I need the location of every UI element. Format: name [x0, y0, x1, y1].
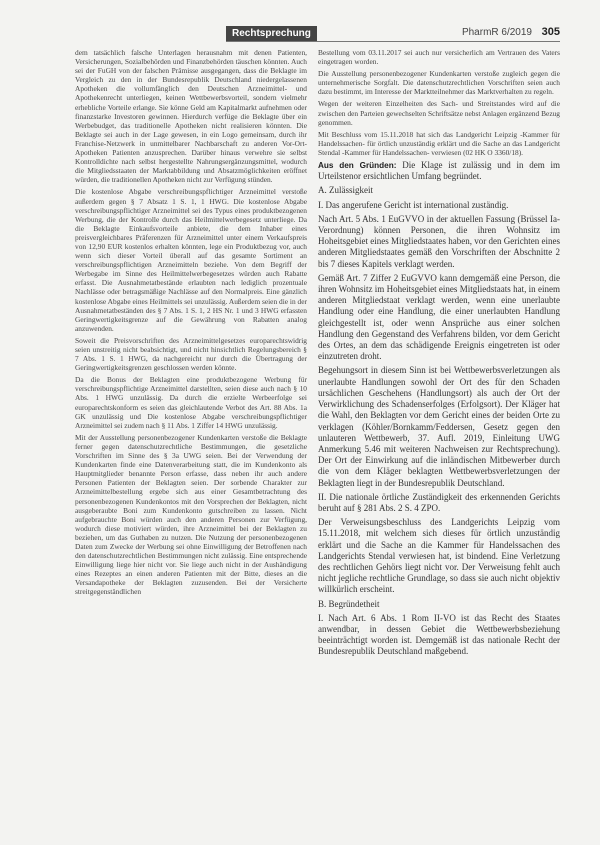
- paragraph: I. Das angerufene Gericht ist international zuständig.: [318, 199, 509, 210]
- grounds-text: Die Klage ist zulässig und in dem im Urteilstenor ersichtlichen Umfang begründet.: [318, 160, 560, 182]
- paragraph: dem tatsächlich falsche Unterlagen herausnahm mit denen Patienten, Versicherungen, Sozialbehörden und Finanzbehörden täuschen könnten. Auch sei der FuGH von der falschen Prämisse ausgegangen, dass die Beklagte im Vergleich zu den in der Bundesrepublik Deutschland niedergelassenen Apotheken die vollumfänglich den Deutschen Arzneimittel- und Apothekenrecht unterliegen, keinen Wettbewerbsvorteil, sondern vielmehr erhebliche Vorteile erlange. Sie könne Geld am Kapitalmarkt aufnehmen oder finanzstarke Investoren gewinnen. Hierdurch verfüge die Beklagte über ein Werbebudget, das traditionelle Apotheken nicht realisieren könnten. Die Beklagte sei auch in der Lage gewesen, in ein Logo gemeinsam, durch ihr Franchise-Netzwerk in unmittelbarer Nachbarschaft zu anderen Vor-Ort-Apotheken Patienten anzusprechen. Darüber hinaus verwehre sie selbst Kontrolldichte nach selbst hergestellte Nahrungsergänzungsmittel, wodurch die Mitgliedsstaaten der Marktabbildung und Absatzmöglichkeiten eröffnet würden, die traditionellen Apotheken nicht zur Verfügung stünden.: [75, 48, 307, 185]
- paragraph: Begehungsort in diesem Sinn ist bei Wettbewerbsverletzungen als unerlaubte Handlungen sowohl der Ort des für den Schaden ursächlichen Geschehens (Handlungsort) als auch der Ort der Verwirklichung des Schadenserfolges (Erfolgsort). Der Kläger hat die Wahl, den Beklagten vor dem Gericht eines der beiden Orte zu verklagen (Köhler/Bornkamm/Feddersen, Gesetz gegen den unlauteren Wettbewerb, 37. Aufl. 2019, Einleitung UWG Anmerkung 5.46 mit weiteren Nachweisen zur Rechtsprechung). Der Ort der Einwirkung auf die inländischen Mitbewerber durch die von dem Kläger beklagten Wettbewerbsverletzungen der Beklagten liegt in der Bundesrepublik Deutschland.: [318, 365, 560, 488]
- grounds-intro: [318, 160, 560, 182]
- section-label: Rechtsprechung: [226, 26, 317, 41]
- paragraph: II. Die nationale örtliche Zuständigkeit des erkennenden Gerichts beruht auf § 281 Abs. 2 S. 4 ZPO.: [318, 491, 560, 513]
- paragraph: Die Ausstellung personenbezogener Kundenkarten verstoße zugleich gegen die unternehmerische Sorgfalt. Die datenschutzrechtlichen Vorschriften seien auch dazu bestimmt, im Interesse der Marktteilnehmer das Marktverhalten zu regeln.: [318, 69, 560, 97]
- paragraph: Mit Beschluss vom 15.11.2018 hat sich das Landgericht Leipzig -Kammer für Handelssachen- für örtlich unzuständig erklärt und die Sache an das Landgericht Stendal -Kammer für Handelssachen- verwiesen (02 HK O 3360/18).: [318, 129, 560, 157]
- section-heading: A. Zulässigkeit: [318, 185, 373, 196]
- paragraph: Die kostenlose Abgabe verschreibungspflichtiger Arzneimittel verstoße außerdem gegen § 7 Absatz 1 S. 1, 1 HWG. Die kostenlose Abgabe verschreibungspflichtiger Arzneimittel sei des Typus eines produktbezogenen Werbung, die der Kontrolle durch das Heilmittelwerbegesetz unterliege. Da die Beklagte Einkaufsvorteile anbiete, die dem Inhaber eines preisvergleichbares Präferenzen für Arzneimittel unter einem Verkaufspreis von 12,90 EUR kostenlos erhalten könnten, lege ein Produktbezug vor, auch wenn sich dieser Vorteil überall auf das gesamte Sortiment an verschreibungspflichtigen Arzneimitteln beziehe. Von dem Begriff der Werbegabe im Sinne des Heilmittelwerbegesetzes würden auch Rabatte erfasst. Die Ausnahmetatbestände erlaubten nach lediglich prozentuale Nachlässe oder betragsmäßige Nachlässe auf den Normalpreis. Eine gänzlich kostenlose Abgabe eines Heilmittels sei unzulässig. Außerdem seien die in der Ausnahmetatbeständen des § 7 Abs. 1 S. 1, 2 HS Nr. 1 und 3 HWG erfassten Geringwertigkeitsgrenze auf die Gewährung von Rabatten analog anzuwenden.: [75, 187, 307, 333]
- right-column: [318, 48, 560, 661]
- journal-citation: PharmR 6/2019: [461, 27, 532, 38]
- paragraph: Nach Art. 5 Abs. 1 EuGVVO in der aktuellen Fassung (Brüssel Ia-Verordnung) können Personen, die ihren Wohnsitz im Hoheitsgebiet eines Mitgliedstaates haben, vor den Gerichten eines anderen Mitgliedstaates gemäß den Vorschriften der Abschnitte 2 bis 7 dieses Kapitels verklagt werden.: [318, 213, 560, 269]
- paragraph: Soweit die Preisvorschriften des Arzneimittelgesetzes europarechtswidrig seien unstreitig nicht beabsichtigt, und nicht hinsichtlich Regelungsbereich § 7 Abs. 1 S. 1 HWG, da nachgereicht nur durch die Übertragung der Geringwertigkeitsgrenzen geschlossen werden könnte.: [75, 335, 307, 373]
- grounds-heading: Aus den Gründen:: [318, 161, 397, 171]
- paragraph: Mit der Ausstellung personenbezogener Kundenkarten verstoße die Beklagte ferner gegen datenschutzrechtliche Bestimmungen, die gesetzliche Vorschriften im Sinne des § 3a UWG seien. Bei der Verwendung der Kundenkarten finde eine Datenverarbeitung statt, die im Kundenkonto als Hauptmitglieder benannte Person erfasse, dass neben ihr auch andere Personen Patienten der Beklagten seien. Der sorbende Charakter zur Arzneimittelbestellung ergebe sich aus einer Gesamtbetrachtung des personenbezogenen Kundenkontos mit den Vorsprechen der Beklagten, nicht ausgeberaubte Boni zum Kundenkonto gutschreiben zu lassen. Nicht aufgebrauchte Boni würden auch den anderen Personen zur Verfügung, wodurch diese motiviert würden, ihre Arzneimittel bei der Beklagten zu beziehen, um das Guthaben zu nutzen. Die Nutzung der personenbezogenen Daten zum Zwecke der Werbung sei ohne Einwilligung der Betroffenen nach den datenschutzrechtlichen Bestimmungen nicht zulässig. Eine entsprechende Einwilligung liege hier nicht vor. Sie liege auch nicht in der Aushändigung eines Rezeptes an einen anderen Patienten mit der Bitte, dieses an die Versandapotheke der Beklagten zuzusenden. Bei der Versicherte streitgegenständlichen: [75, 432, 307, 597]
- page-number: 305: [541, 26, 560, 38]
- paragraph: Der Verweisungsbeschluss des Landgerichts Leipzig vom 15.11.2018, mit welchem sich dieses für örtlich unzuständig erklärt und die Sache an die Kammer für Handelssachen des Landgerichts Stendal verwiesen hat, ist bindend. Eine Verletzung des rechtlichen Gehörs liegt nicht vor. Der Verweisung fehlt auch nicht jegliche rechtliche Grundlage, so dass sie auch nicht objektiv willkürlich erscheint.: [318, 517, 560, 595]
- paragraph: Wegen der weiteren Einzelheiten des Sach- und Streitstandes wird auf die zwischen den Parteien gewechselten Schriftsätze nebst Anlagen ergänzend Bezug genommen.: [318, 99, 560, 127]
- paragraph: Gemäß Art. 7 Ziffer 2 EuGVVO kann demgemäß eine Person, die ihren Wohnsitz im Hoheitsgebiet eines Mitgliedstaats hat, in einem anderen Mitgliedstaat verklagt werden, wenn eine unerlaubte Handlung oder eine Handlung, die einer unerlaubten Handlung gleichgestellt ist, oder wenn Ansprüche aus einer solchen Handlung den Gegenstand des Verfahrens bilden, vor dem Gericht des Ortes, an dem das schädigende Ereignis eingetreten ist oder einzutreten droht.: [318, 272, 560, 362]
- paragraph: Bestellung vom 03.11.2017 sei auch nur versicherlich am Vertrauen des Vaters eingetragen worden.: [318, 48, 560, 67]
- paragraph: Da die Bonus der Beklagten eine produktbezogene Werbung für verschreibungspflichtige Arzneimittel darstellten, seien diese auch nach § 10 Abs. 1 HWG unzulässig. Da durch die erzielte Werbeerfolge sei europarechtskonform es seien das gleichlautende Verbot des Art. 88 Abs. 1a GK unzulässig und Die kostenlose Abgabe verschreibungspflichtiger Arzneimittel sei zudem nach § 11 Abs. 1 Ziffer 14 HWG unzulässig.: [75, 375, 307, 430]
- left-column: [75, 48, 307, 600]
- section-heading: B. Begründetheit: [318, 598, 380, 609]
- paragraph: I. Nach Art. 6 Abs. 1 Rom II-VO ist das Recht des Staates anwendbar, in dessen Gebiet die Wettbewerbsbeziehung beeinträchtigt worden ist. Demgemäß ist das nationale Recht der Bundesrepublik Deutschland maßgebend.: [318, 612, 560, 657]
- page-header: [226, 26, 560, 42]
